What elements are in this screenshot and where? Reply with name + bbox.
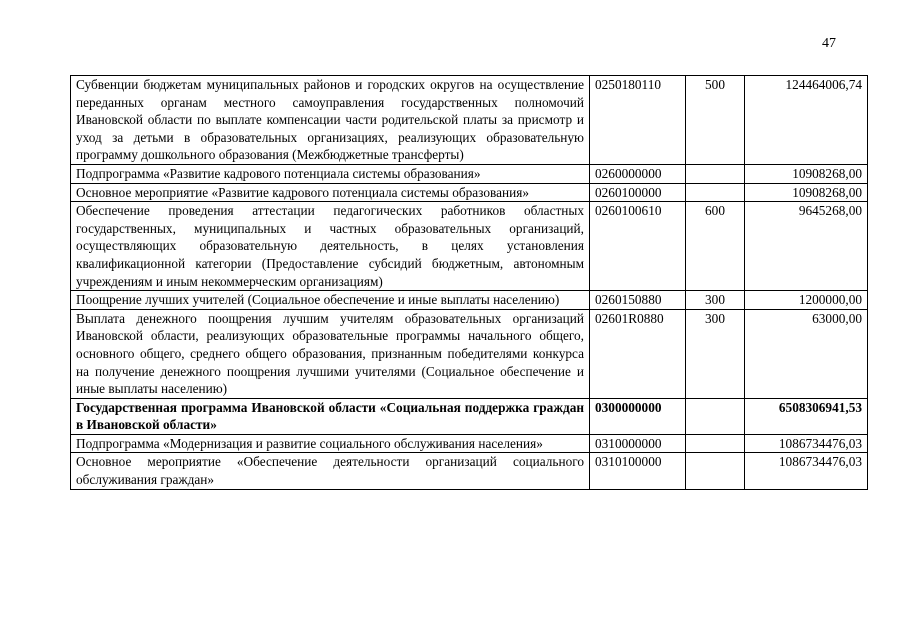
row-code-cell: 0300000000: [590, 398, 686, 434]
row-code-cell: 0260150880: [590, 291, 686, 310]
row-amount-cell: 1086734476,03: [745, 453, 868, 489]
row-code-cell: 0260100610: [590, 202, 686, 291]
row-amount-cell: 6508306941,53: [745, 398, 868, 434]
row-amount-cell: 63000,00: [745, 309, 868, 398]
row-code-cell: 0260100000: [590, 183, 686, 202]
row-expense-type-cell: 300: [686, 291, 745, 310]
row-expense-type-cell: [686, 398, 745, 434]
row-name-cell: Выплата денежного поощрения лучшим учителям образовательных организаций Ивановской области, реализующих образовательные программы начального общего, основного общего, среднего общего образования, признанным победителями конкурса на получение денежного поощрения лучшими учителями (Социальное обеспечение и иные выплаты населению): [71, 309, 590, 398]
row-amount-cell: 1086734476,03: [745, 434, 868, 453]
row-code-cell: 0310100000: [590, 453, 686, 489]
row-name-cell: Государственная программа Ивановской области «Социальная поддержка граждан в Ивановской области»: [71, 398, 590, 434]
row-name-cell: Основное мероприятие «Развитие кадрового потенциала системы образования»: [71, 183, 590, 202]
row-amount-cell: 9645268,00: [745, 202, 868, 291]
table-row: [71, 183, 868, 202]
page-number: 47: [822, 36, 836, 51]
row-expense-type-cell: [686, 453, 745, 489]
table-row: [71, 164, 868, 183]
row-amount-cell: 10908268,00: [745, 164, 868, 183]
table-row: [71, 309, 868, 398]
budget-table: [70, 75, 868, 490]
row-expense-type-cell: [686, 434, 745, 453]
row-amount-cell: 10908268,00: [745, 183, 868, 202]
row-expense-type-cell: 300: [686, 309, 745, 398]
row-name-cell: Поощрение лучших учителей (Социальное обеспечение и иные выплаты населению): [71, 291, 590, 310]
row-expense-type-cell: 600: [686, 202, 745, 291]
row-code-cell: 0250180110: [590, 76, 686, 165]
row-expense-type-cell: 500: [686, 76, 745, 165]
row-name-cell: Подпрограмма «Модернизация и развитие социального обслуживания населения»: [71, 434, 590, 453]
table-row: [71, 453, 868, 489]
row-amount-cell: 1200000,00: [745, 291, 868, 310]
budget-table-body: [71, 76, 868, 490]
table-row: [71, 76, 868, 165]
table-row: [71, 202, 868, 291]
row-code-cell: 0310000000: [590, 434, 686, 453]
row-name-cell: Основное мероприятие «Обеспечение деятельности организаций социального обслуживания граждан»: [71, 453, 590, 489]
row-code-cell: 0260000000: [590, 164, 686, 183]
table-row: [71, 434, 868, 453]
row-expense-type-cell: [686, 183, 745, 202]
table-row: [71, 291, 868, 310]
row-name-cell: Подпрограмма «Развитие кадрового потенциала системы образования»: [71, 164, 590, 183]
row-name-cell: Обеспечение проведения аттестации педагогических работников областных государственных, муниципальных и частных образовательных организаций, осуществляющих образовательную деятельность, в целях установления квалификационной категории (Предоставление субсидий бюджетным, автономным учреждениям и иным некоммерческим организациям): [71, 202, 590, 291]
row-expense-type-cell: [686, 164, 745, 183]
table-row-program: [71, 398, 868, 434]
row-amount-cell: 124464006,74: [745, 76, 868, 165]
row-code-cell: 02601R0880: [590, 309, 686, 398]
row-name-cell: Субвенции бюджетам муниципальных районов и городских округов на осуществление переданных органам местного самоуправления государственных полномочий Ивановской области по выплате компенсации части родительской платы за присмотр и уход за детьми в образовательных организациях, реализующих образовательную программу дошкольного образования (Межбюджетные трансферты): [71, 76, 590, 165]
